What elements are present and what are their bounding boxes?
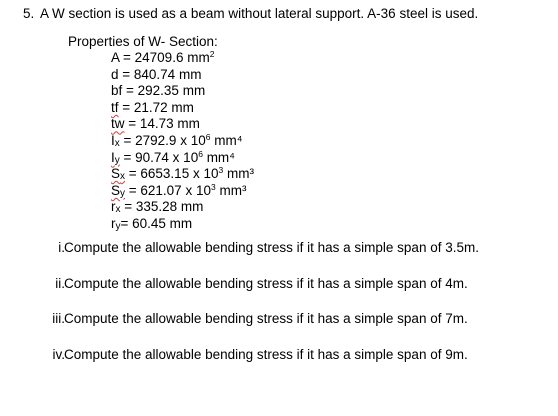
subquestion-numeral: iv. [52, 346, 65, 362]
property-unit: mm³ [215, 182, 247, 198]
property-value: = 621.07 x 10 [125, 182, 211, 198]
property-value: = 60.45 mm [120, 215, 193, 231]
property-symbol: I [111, 132, 115, 148]
property-subscript: y [120, 187, 126, 199]
property-depth [111, 67, 254, 84]
property-subscript: x [120, 171, 126, 183]
property-exponent: 3 [218, 165, 224, 176]
property-subscript: x [115, 204, 121, 216]
property-sy [111, 183, 254, 200]
property-symbol-group [111, 150, 120, 165]
property-value: = 90.74 x 10 [119, 149, 199, 165]
property-sx [111, 166, 254, 183]
properties-list [111, 50, 254, 233]
subquestion-text: Compute the allowable bending stress if it has a simple span of 4m. [64, 275, 468, 291]
subquestion-text: Compute the allowable bending stress if it has a simple span of 3.5m. [64, 240, 479, 255]
property-flange-width [111, 83, 254, 100]
property-symbol: tf [111, 99, 119, 115]
property-exponent: 6 [198, 148, 203, 159]
property-symbol: S [111, 182, 121, 198]
property-exponent: 6 [205, 131, 211, 142]
subquestion-item [0, 311, 558, 347]
property-value: = 24709.6 mm [119, 50, 210, 65]
property-symbol: d [111, 66, 119, 82]
property-value: = 2792.9 x 10 [119, 132, 206, 148]
property-web-thickness [111, 116, 254, 133]
property-value: = 6653.15 x 10 [125, 166, 219, 182]
property-area [111, 50, 254, 67]
property-flange-thickness [111, 100, 254, 117]
question-number: 5. [23, 6, 35, 21]
subquestion-item [0, 347, 558, 383]
property-symbol: r [111, 199, 116, 215]
property-symbol: A [111, 50, 120, 65]
property-rx [111, 199, 254, 216]
subquestion-numeral: iii. [52, 311, 65, 326]
question-text: A W section is used as a beam without lateral support. A-36 steel is used. [40, 6, 479, 21]
property-symbol: S [111, 166, 121, 182]
property-exponent: 3 [210, 181, 216, 192]
property-subscript: y [114, 154, 120, 166]
property-symbol: tw [111, 116, 125, 132]
property-iy [111, 150, 254, 167]
subquestion-text: Compute the allowable bending stress if it has a simple span of 9m. [64, 346, 468, 362]
property-subscript: y [115, 220, 121, 232]
property-unit: mm⁴ [202, 149, 235, 165]
subquestion-list [0, 240, 558, 382]
property-symbol: bf [111, 83, 123, 99]
properties-title: Properties of W- Section: [68, 34, 218, 49]
property-symbol: r [111, 215, 116, 231]
subquestion-item [0, 276, 558, 312]
subquestion-numeral: i. [58, 240, 65, 255]
property-value: = 14.73 mm [124, 116, 200, 132]
property-ix [111, 133, 254, 150]
property-symbol-group [111, 166, 125, 181]
subquestion-numeral: ii. [55, 275, 65, 291]
property-value: = 21.72 mm [118, 99, 194, 115]
property-unit: mm⁴ [210, 132, 243, 148]
property-symbol-group [111, 183, 125, 198]
property-value: = 840.74 mm [118, 66, 202, 82]
property-value: = 335.28 mm [120, 199, 204, 215]
property-ry [111, 216, 254, 233]
property-unit: mm³ [223, 166, 254, 182]
question-heading [23, 6, 478, 21]
property-value: = 292.35 mm [122, 83, 206, 99]
subquestion-item [0, 240, 558, 276]
property-symbol: I [111, 149, 115, 165]
property-exponent: 2 [209, 49, 215, 59]
subquestion-text: Compute the allowable bending stress if it has a simple span of 7m. [64, 311, 468, 326]
property-subscript: x [114, 137, 120, 149]
